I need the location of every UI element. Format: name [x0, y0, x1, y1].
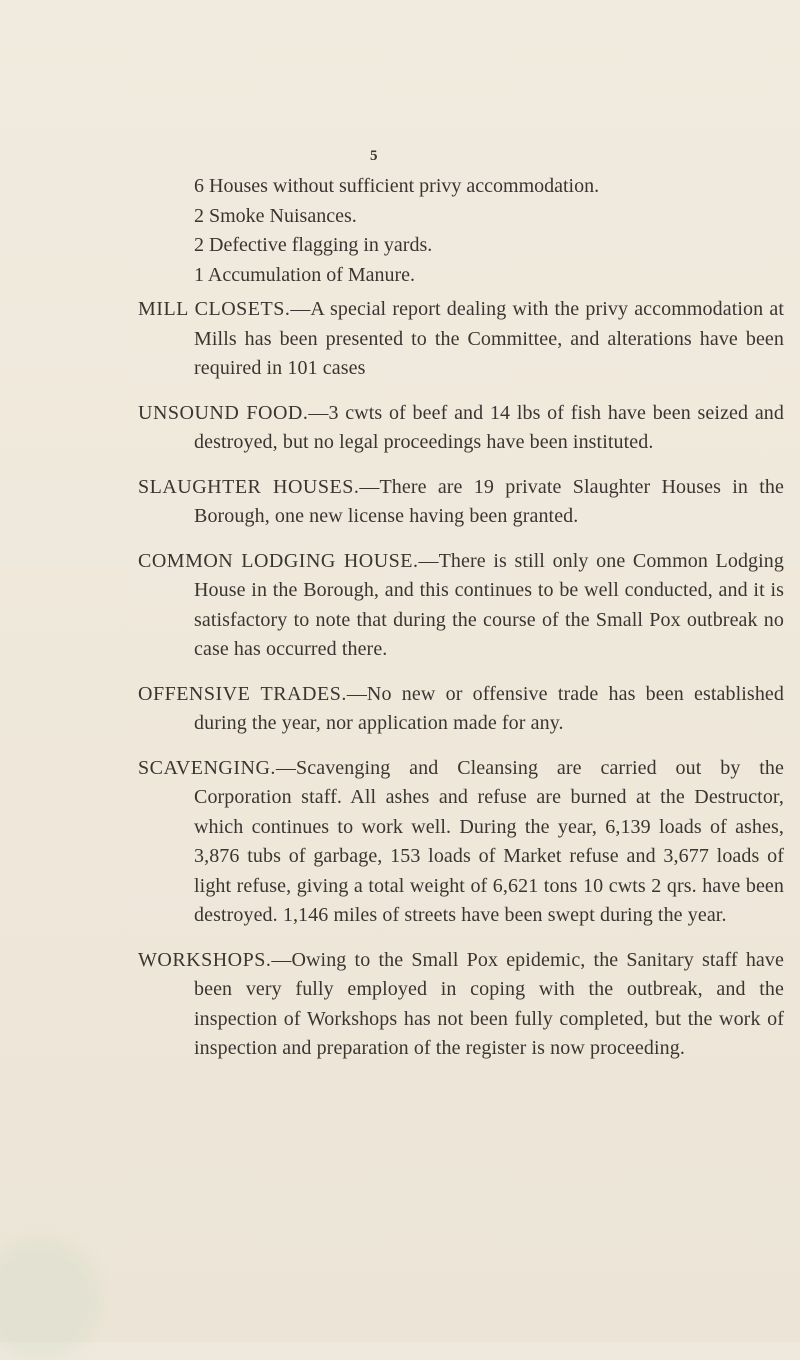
section-heading: COMMON LODGING HOUSE. [138, 549, 419, 572]
section-text: —Scavenging and Cleansing are carried out by the Corporation staff. All ashes and refuse are burned at the Destructor, which continues to work well. During the year, 6,139 loads of ashes, 3,876 tubs of garbage, 153 loads of Market refuse and 3,677 loads of light refuse, giving a total weight of 6,621 tons 10 cwts 2 qrs. have been destroyed. 1,146 miles of streets have been swept during the year. [194, 756, 784, 926]
section-heading: SLAUGHTER HOUSES. [138, 475, 360, 498]
section-scavenging [56, 754, 784, 931]
list-item: 2 Defective flagging in yards. [194, 234, 433, 256]
section-offensive-trades [56, 680, 784, 739]
section-text: —A special report dealing with the privy accommodation at Mills has been presented to the Committee, and alterations have been required in 101 cases [194, 298, 784, 379]
section-text: —3 cwts of beef and 14 lbs of fish have been seized and destroyed, but no legal proceedings have been instituted. [194, 401, 784, 453]
section-heading: UNSOUND FOOD. [138, 401, 309, 424]
section-text: —There is still only one Common Lodging House in the Borough, and this continues to be well conducted, and it is satisfactory to note that during the course of the Small Pox outbreak no case has occurred there. [194, 549, 785, 660]
section-heading: OFFENSIVE TRADES. [138, 682, 347, 705]
section-text: —No new or offensive trade has been established during the year, nor application made for any. [194, 682, 784, 734]
nuisance-list [0, 172, 800, 290]
report-sections [0, 295, 800, 1079]
section-workshops [56, 946, 784, 1064]
section-heading: MILL CLOSETS. [138, 298, 291, 320]
list-item: 6 Houses without sufficient privy accommodation. [194, 175, 600, 197]
paper-stain [0, 1240, 100, 1360]
section-mill-closets [56, 295, 784, 384]
section-unsound-food [56, 399, 784, 458]
section-text: —There are 19 private Slaughter Houses in the Borough, one new license having been granted. [194, 475, 784, 527]
section-text: —Owing to the Small Pox epidemic, the Sanitary staff have been very fully employed in coping with the outbreak, and the inspection of Workshops has not been fully completed, but the work of inspection and preparation of the register is now proceeding. [194, 948, 784, 1059]
section-common-lodging-house [56, 547, 784, 665]
page-number: 5 [370, 148, 378, 164]
list-item: 1 Accumulation of Manure. [194, 263, 416, 286]
section-slaughter-houses [56, 473, 784, 532]
section-heading: WORKSHOPS. [138, 948, 272, 971]
section-heading: SCAVENGING. [138, 756, 276, 779]
list-item: 2 Smoke Nuisances. [194, 204, 357, 227]
